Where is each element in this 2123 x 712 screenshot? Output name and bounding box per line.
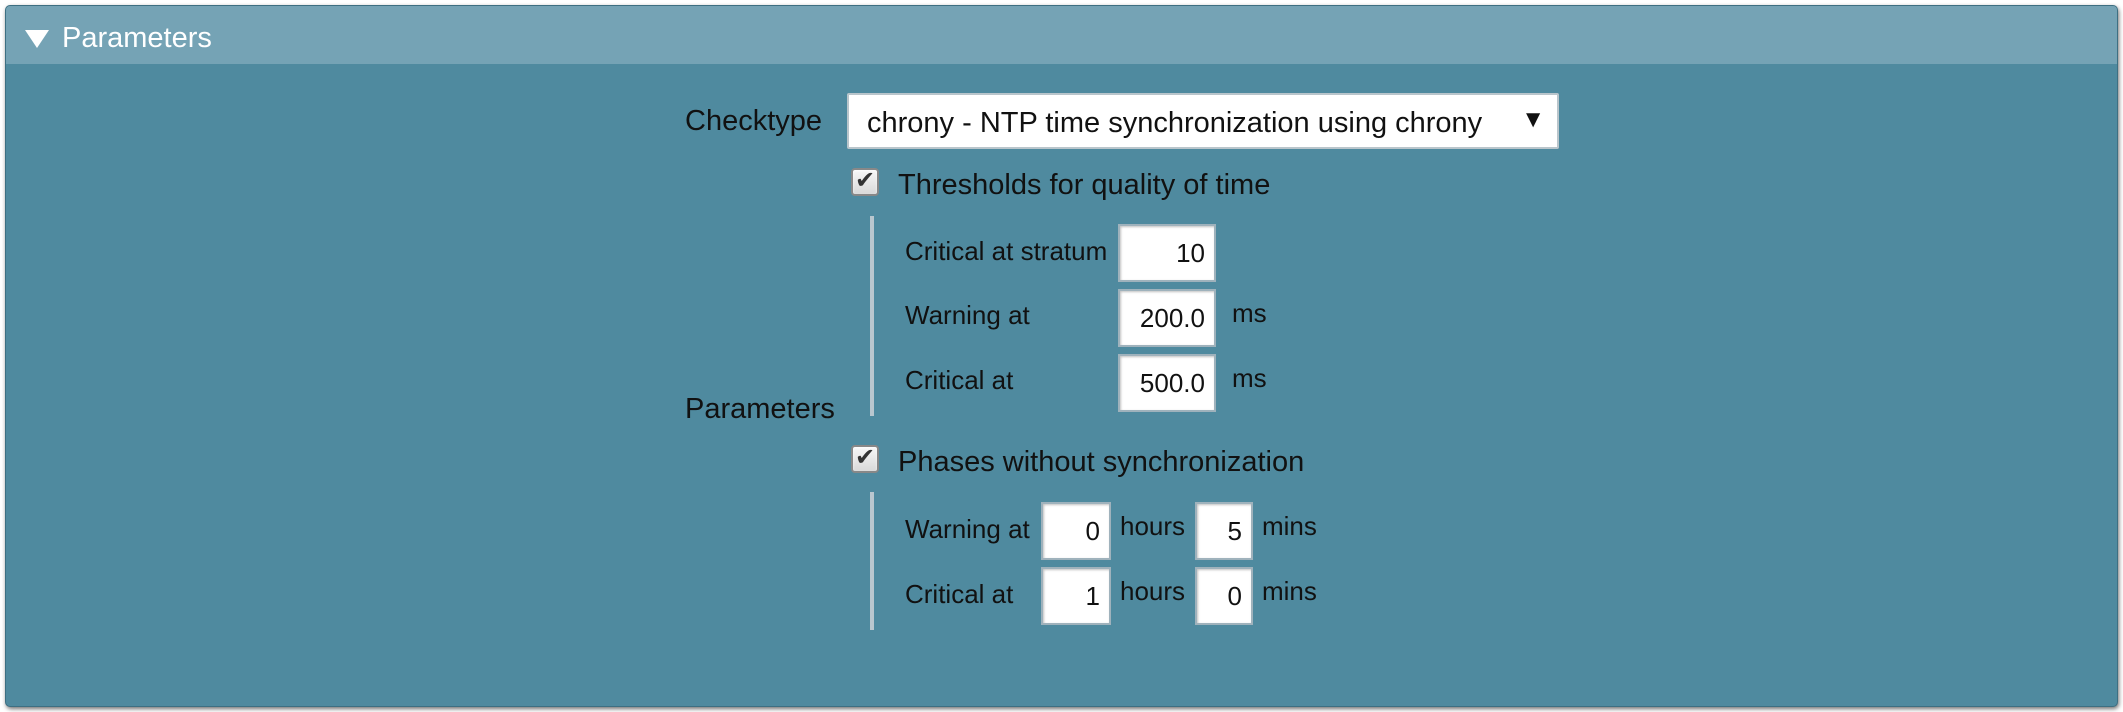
critical-stratum-label: Critical at stratum: [905, 236, 1108, 266]
checktype-selected-value: chrony - NTP time synchronization using chrony: [867, 107, 1483, 139]
critical-at-label: Critical at: [905, 365, 1014, 395]
panel-header[interactable]: [6, 6, 2117, 64]
phases-warning-hours-unit: hours: [1120, 511, 1186, 541]
check-icon: ✔: [855, 443, 876, 471]
thresholds-label[interactable]: Thresholds for quality of time: [898, 169, 1271, 201]
check-icon: ✔: [855, 166, 876, 194]
critical-ms-unit: ms: [1232, 363, 1267, 393]
checktype-select[interactable]: [847, 93, 1559, 149]
phases-warning-label: Warning at: [905, 514, 1030, 544]
phases-group-bar: [870, 492, 874, 630]
checktype-label: Checktype: [685, 105, 823, 137]
thresholds-checkbox[interactable]: [851, 168, 879, 196]
phases-warning-hours-input[interactable]: 0: [1041, 502, 1111, 560]
critical-stratum-input[interactable]: 10: [1118, 224, 1216, 282]
warning-ms-unit: ms: [1232, 298, 1267, 328]
phases-critical-hours-unit: hours: [1120, 576, 1186, 606]
thresholds-group-bar: [870, 216, 874, 416]
phases-critical-label: Critical at: [905, 579, 1014, 609]
phases-critical-hours-input[interactable]: 1: [1041, 567, 1111, 625]
phases-warning-mins-input[interactable]: 5: [1195, 502, 1253, 560]
collapse-triangle-down-icon[interactable]: [25, 30, 49, 48]
phases-critical-mins-input[interactable]: 0: [1195, 567, 1253, 625]
warning-at-label: Warning at: [905, 300, 1030, 330]
parameters-panel: [5, 5, 2118, 707]
phases-warning-mins-unit: mins: [1262, 511, 1317, 541]
warning-ms-input[interactable]: 200.0: [1118, 289, 1216, 347]
phases-critical-mins-unit: mins: [1262, 576, 1317, 606]
phases-label[interactable]: Phases without synchronization: [898, 446, 1305, 478]
critical-ms-input[interactable]: 500.0: [1118, 354, 1216, 412]
parameters-label: Parameters: [685, 393, 835, 425]
phases-checkbox[interactable]: [851, 445, 879, 473]
panel-title[interactable]: Parameters: [62, 22, 212, 54]
dropdown-arrow-icon[interactable]: ▼: [1521, 106, 1545, 133]
